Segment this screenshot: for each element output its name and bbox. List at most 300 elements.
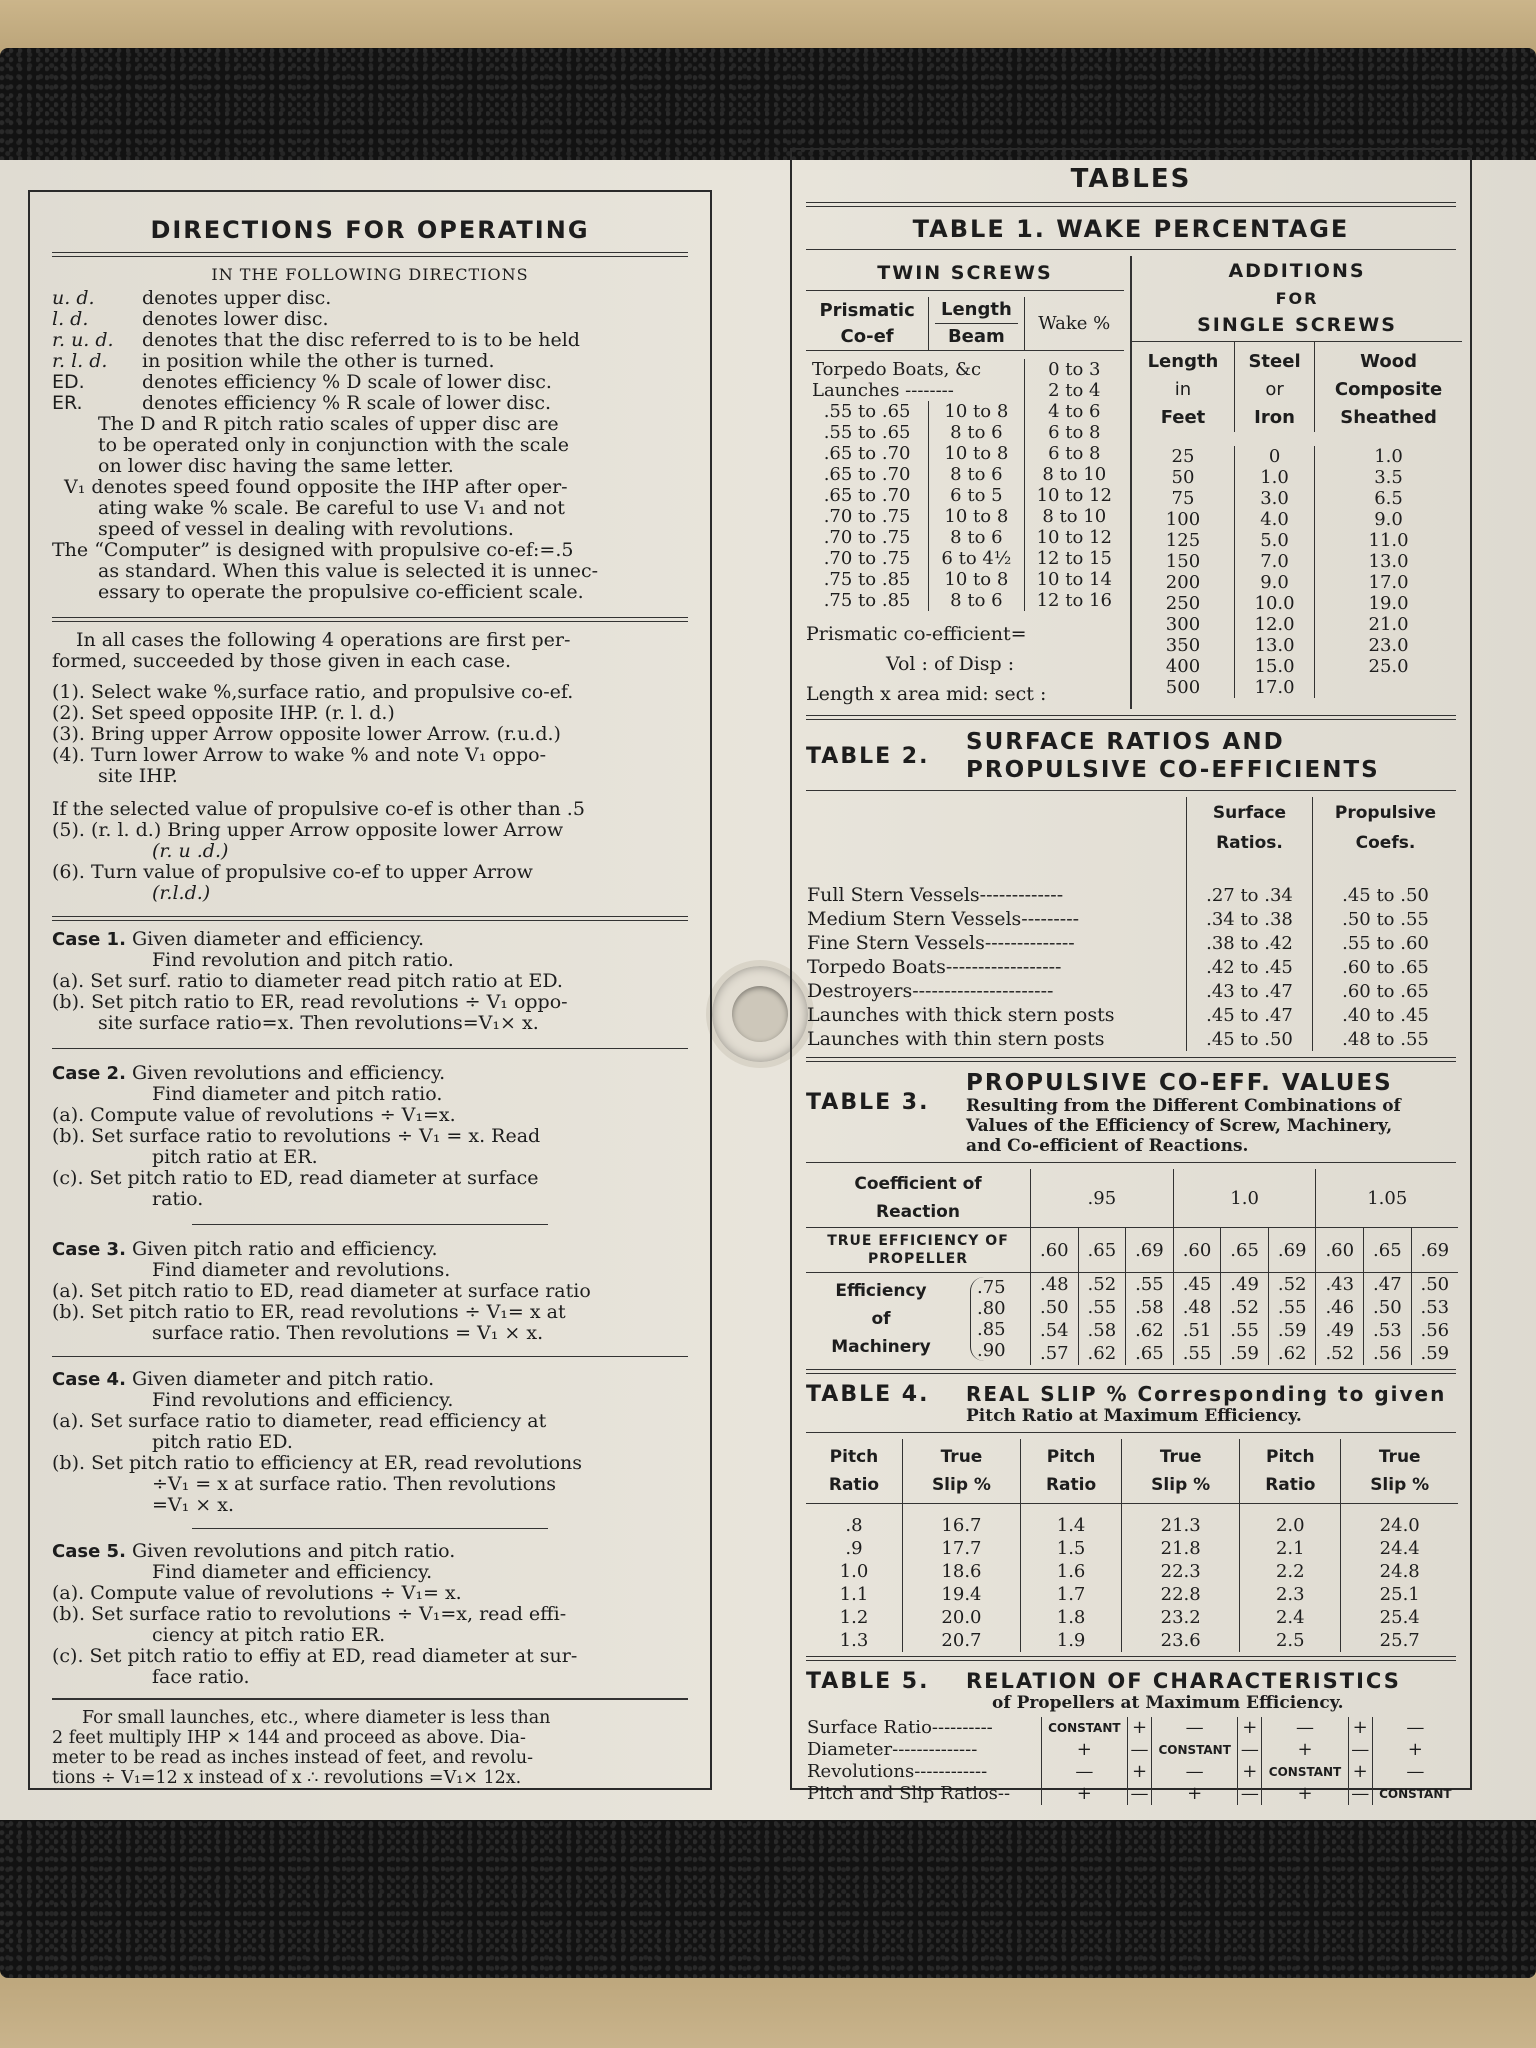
vessel-type-text: Medium Stern Vessels [807,908,1022,930]
case-block [52,929,688,1034]
cell-wood: 6.5 [1315,488,1462,509]
grid-cell: .55 [1221,1319,1269,1342]
case-line: Find diameter and efficiency. [152,1561,433,1583]
cell-length-beam: 8 to 6 [929,527,1024,548]
additions-line: SINGLE SCREWS [1197,314,1397,336]
table-row [1132,530,1462,551]
table-row [806,1739,1458,1761]
case-line: Find revolutions and efficiency. [152,1389,454,1411]
cell-prismatic: .70 to .75 [823,506,911,527]
cell: 20.0 [902,1606,1020,1629]
relation-cell: — [1262,1717,1348,1739]
cell: 1.0 [839,1561,869,1582]
col-line: Ratios. [1216,833,1283,853]
col-pitch-ratio [1020,1439,1121,1504]
table-row [806,1273,1458,1297]
grid-cell: .50 [1411,1273,1458,1297]
cell: 1.4 [1020,1514,1121,1537]
col-length-feet [1132,342,1234,433]
table3-subtitle [966,1096,1401,1156]
case-line: (a). Set pitch ratio to ED, read diameter at surface ratio [52,1280,591,1302]
table-row [806,931,1458,955]
table-row [806,1003,1458,1027]
table2-label: TABLE 2. [806,743,930,769]
cell: 24.8 [1341,1560,1458,1583]
cell-steel: 15.0 [1234,656,1314,677]
cell: 21.3 [1122,1514,1240,1537]
coef-reaction-label [806,1169,1031,1228]
case-block [52,1369,688,1516]
relation-cell: CONSTANT [1262,1761,1348,1783]
cell: 17.7 [902,1537,1020,1560]
cell: 24.0 [1341,1514,1458,1537]
table1-additions [1130,256,1462,709]
cell: 20.7 [902,1629,1020,1652]
table-row [1132,467,1462,488]
definition-value: denotes efficiency % R scale of lower disc. [142,392,552,414]
vessel-type: Fine Stern Vessels-------------- [807,932,1075,954]
case-block [52,1239,688,1344]
definition-key: r. u. d. [52,329,114,351]
col-line: Composite [1334,379,1443,400]
col-line: Coefs. [1355,833,1416,853]
case-line: surface ratio. Then revolutions = V₁ × x. [152,1322,544,1344]
relation-cell: — [1128,1739,1152,1761]
table2-title-line: SURFACE RATIOS AND [966,729,1285,755]
footnote-box [52,1698,688,1788]
grid-cell: .53 [1364,1319,1412,1342]
cell: 18.6 [902,1560,1020,1583]
grid-cell: .58 [1126,1296,1174,1319]
case-line: Given diameter and pitch ratio. [131,1368,435,1390]
cell: 1.2 [839,1607,869,1628]
col-wake: Wake % [1024,297,1124,351]
case-line: (b). Set surface ratio to revolutions ÷ V₁=x, read effi- [52,1603,567,1625]
cell-length-beam: 10 to 8 [929,506,1024,527]
case-heading: Case 5. [52,1541,126,1562]
prop-value: .69 [1268,1228,1316,1273]
case-line: Given revolutions and efficiency. [131,1062,446,1084]
col-length-beam [929,297,1024,351]
cell-wood: 21.0 [1315,614,1462,635]
cell: 22.8 [1122,1583,1240,1606]
grid-cell: .55 [1268,1296,1316,1319]
grid-cell: .57 [1031,1342,1079,1365]
cell-length: 300 [1165,614,1201,635]
grid-cell: .43 [1316,1273,1364,1297]
definition-note: on lower disc having the same letter. [98,455,454,477]
grid-cell: .51 [1173,1319,1221,1342]
col-line: Surface [1212,803,1287,823]
relation-cell: + [1262,1783,1348,1805]
operation-step: (3). Bring upper Arrow opposite lower Arrow. (r.u.d.) [52,723,561,745]
efficiency-machinery-label [806,1273,1031,1366]
cell-prismatic: .75 to .85 [823,569,911,590]
cell-wake: 8 to 10 [1024,506,1124,527]
cell-length: 350 [1165,635,1201,656]
case-line: (c). Set pitch ratio to effiy at ED, read diameter at sur- [52,1645,578,1667]
prop-value: .60 [1173,1228,1221,1273]
cell-prismatic: .70 to .75 [823,548,911,569]
pivot-hole-inner [732,986,788,1042]
definition-row [52,393,688,414]
table-row [806,1783,1458,1805]
col-line: of [871,1309,891,1329]
case-line: ciency at pitch ratio ER. [152,1624,386,1646]
col-line: Propulsive [1334,803,1437,823]
cell-surface: .45 to .50 [1187,1027,1313,1051]
computer-note: The “Computer” is designed with propulsive co-ef:=.5 [52,539,574,561]
table1-title: TABLE 1. WAKE PERCENTAGE [912,215,1350,243]
footnote-line: tions ÷ V₁=12 x instead of x ∴ revolutions =V₁× 12x. [52,1768,522,1788]
prop-value: .60 [1031,1228,1079,1273]
cell-prismatic: .75 to .85 [823,590,911,611]
table-row [1132,551,1462,572]
cell-surface: .34 to .38 [1187,907,1313,931]
case-line: (a). Set surf. ratio to diameter read pitch ratio at ED. [52,970,563,992]
col-line: True [940,1447,983,1467]
col-line: True [1159,1447,1202,1467]
cell: 23.6 [1122,1629,1240,1652]
operation-step: (5). (r. l. d.) Bring upper Arrow opposite lower Arrow [52,819,564,841]
col-line: Ratio [1045,1475,1097,1495]
table5 [806,1717,1458,1805]
cell-wake: 6 to 8 [1024,443,1124,464]
table3-header [806,1070,1456,1156]
relation-cell: + [1348,1717,1372,1739]
torpedo-wake: 0 to 3 [1024,359,1124,380]
machinery-value: .85 [977,1319,1006,1340]
relation-cell: CONSTANT [1152,1739,1238,1761]
cell-propulsive: .45 to .50 [1312,883,1458,907]
cell-steel: 1.0 [1234,467,1314,488]
table-row [806,955,1458,979]
table-row [806,1606,1458,1629]
launches-label: Launches -------- [812,380,954,401]
table-row [806,1514,1458,1537]
computer-note: as standard. When this value is selected it is unnec- [98,560,599,582]
directions-panel [28,190,712,1790]
cell: 25.4 [1341,1606,1458,1629]
cell: 21.8 [1122,1537,1240,1560]
cell-wood: 11.0 [1315,530,1462,551]
vessel-type-text: Full Stern Vessels [807,884,980,906]
col-pitch-ratio [806,1439,902,1504]
col-line: Reaction [876,1202,960,1222]
cell-steel: 17.0 [1234,677,1314,698]
additions-table [1132,341,1462,698]
directions-intro: IN THE FOLLOWING DIRECTIONS [211,265,529,284]
cell: .9 [845,1538,863,1559]
grid-cell: .54 [1031,1319,1079,1342]
cell-wake: 10 to 14 [1024,569,1124,590]
operation-step: (1). Select wake %,surface ratio, and propulsive co-ef. [52,681,574,703]
title-rule [52,252,688,257]
vessel-type: Launches with thin stern posts [807,1028,1105,1050]
col-line: Pitch [1266,1447,1315,1467]
vessel-type: Torpedo Boats------------------ [807,956,1062,978]
grid-cell: .59 [1221,1342,1269,1365]
grid-cell: .47 [1364,1273,1412,1297]
cell: 2.3 [1240,1583,1341,1606]
table-row [806,1560,1458,1583]
cell-length-beam: 8 to 6 [929,422,1024,443]
case-line: Find diameter and pitch ratio. [152,1083,443,1105]
char-name: Surface Ratio---------- [807,1717,993,1738]
cell: 1.9 [1020,1629,1121,1652]
cell-prismatic: .55 to .65 [823,422,911,443]
spacer [1132,432,1462,446]
case-line: Given pitch ratio and efficiency. [131,1238,438,1260]
definition-value: denotes upper disc. [142,287,332,309]
cell: 25.1 [1341,1583,1458,1606]
table-row [1132,656,1462,677]
definition-row [52,351,688,372]
definition-row [52,288,688,309]
prop-value: .65 [1364,1228,1412,1273]
cell-wake: 12 to 15 [1024,548,1124,569]
grid-cell: .48 [1031,1273,1079,1297]
grid-cell: .50 [1031,1296,1079,1319]
footnote-line: meter to be read as inches instead of feet, and revolu- [52,1748,534,1768]
cell-wake: 12 to 16 [1024,590,1124,611]
cell-propulsive: .60 to .65 [1312,955,1458,979]
cell: 2.1 [1240,1537,1341,1560]
if-selected-text: If the selected value of propulsive co-ef is other than .5 [52,798,585,820]
char-name-text: Pitch and Slip Ratios [807,1783,998,1804]
twin-header-rule [806,351,1124,360]
cell-wake: 4 to 6 [1024,401,1124,422]
definition-key: l. d. [52,308,89,330]
case-heading: Case 1. [52,929,126,950]
col-line: Pitch [829,1447,879,1467]
case-line: face ratio. [152,1666,250,1688]
grid-cell: .52 [1221,1296,1269,1319]
grid-cell: .65 [1126,1342,1174,1365]
grid-cell: .56 [1411,1319,1458,1342]
vessel-type: Launches with thick stern posts [807,1004,1115,1026]
table-row [1132,593,1462,614]
cell-wood: 19.0 [1315,593,1462,614]
section-rule [52,617,688,622]
char-name: Revolutions------------ [807,1761,988,1782]
relation-cell: CONSTANT [1372,1783,1458,1805]
grid-cell: .59 [1268,1319,1316,1342]
table1-rule [806,249,1456,250]
cell: 1.5 [1020,1537,1121,1560]
col-line: or [1265,379,1284,400]
cell-steel: 3.0 [1234,488,1314,509]
col-line: Iron [1254,407,1295,428]
vessel-type: Full Stern Vessels------------- [807,884,1064,906]
additions-heading [1132,258,1462,339]
col-length-label: Length [935,297,1017,324]
case-line: ratio. [152,1188,204,1210]
case-block [52,1541,688,1688]
cell: 1.8 [1020,1606,1121,1629]
col-true-slip [902,1439,1020,1504]
coef-value: .95 [1031,1169,1174,1228]
col-line: in [1174,379,1192,400]
cell-wood: 3.5 [1315,467,1462,488]
col-line: Efficiency [835,1281,927,1301]
relation-cell: + [1128,1717,1152,1739]
grid-cell: .49 [1316,1319,1364,1342]
col-pitch-ratio [1240,1439,1341,1504]
col-steel-iron [1234,342,1314,433]
cell-length-beam: 10 to 8 [929,401,1024,422]
cell-propulsive: .60 to .65 [1312,979,1458,1003]
table1 [806,256,1456,709]
cell: 1.6 [1020,1560,1121,1583]
grid-cell: .48 [1173,1296,1221,1319]
case-line: (a). Compute value of revolutions ÷ V₁=x. [52,1104,456,1126]
relation-cell: — [1238,1739,1262,1761]
col-line: Coefficient of [854,1174,982,1194]
cell-length: 150 [1165,551,1201,572]
cell-wood: 23.0 [1315,635,1462,656]
cell-length: 50 [1171,467,1195,488]
cell-wood: 9.0 [1315,509,1462,530]
table-row [1132,614,1462,635]
table-row [806,883,1458,907]
prop-value: .60 [1316,1228,1364,1273]
table1-bottom-rule [806,715,1456,720]
col-line: Pitch [1046,1447,1096,1467]
cell-length: 400 [1165,656,1201,677]
all-cases-section [52,630,688,904]
machinery-value: .90 [977,1340,1006,1361]
table-row [1132,635,1462,656]
table-row [1132,572,1462,593]
table-row [806,548,1124,569]
relation-cell: + [1152,1783,1238,1805]
col-line: PROPELLER [868,1251,968,1267]
computer-note: essary to operate the propulsive co-efficient scale. [98,581,584,603]
char-name-text: Revolutions [807,1761,915,1782]
col-line: Ratio [1265,1475,1316,1495]
case-line: site surface ratio=x. Then revolutions=V₁× x. [98,1012,539,1034]
case-line: Find revolution and pitch ratio. [152,949,454,971]
grid-cell: .55 [1126,1273,1174,1297]
grid-cell: .62 [1268,1342,1316,1365]
cell: 19.4 [902,1583,1020,1606]
table5-title-text: RELATION OF CHARACTERISTICS [966,1669,1401,1693]
grid-cell: .62 [1126,1319,1174,1342]
definition-key: ED. [52,371,85,393]
cell-prismatic: .70 to .75 [823,527,911,548]
table-row [1132,509,1462,530]
definition-value: denotes that the disc referred to is to be held [142,329,580,351]
table3-sub-line: and Co-efficient of Reactions. [966,1136,1249,1156]
vessel-type: Destroyers---------------------- [807,980,1054,1002]
cell: 2.0 [1240,1514,1341,1537]
cell-wood [1315,677,1462,698]
cell: 1.1 [839,1584,869,1605]
grid-cell: .58 [1078,1319,1126,1342]
twin-screws-heading: TWIN SCREWS [877,262,1053,284]
case-line: ÷V₁ = x at surface ratio. Then revolutions [152,1473,557,1495]
char-name-text: Diameter [807,1739,893,1760]
definition-key: u. d. [52,287,95,309]
prop-value: .65 [1078,1228,1126,1273]
grid-cell: .55 [1173,1342,1221,1365]
table3-title [966,1070,1401,1156]
cell-length: 200 [1165,572,1201,593]
table2 [806,797,1458,1051]
relation-cell: — [1152,1761,1238,1783]
table2-header [806,728,1456,784]
case-line: (c). Set pitch ratio to ED, read diameter at surface [52,1167,539,1189]
table2-title-line: PROPULSIVE CO-EFFICIENTS [966,757,1380,783]
cell: 2.2 [1240,1560,1341,1583]
cell: 1.3 [839,1630,869,1651]
cell-surface: .38 to .42 [1187,931,1313,955]
table2-rule [806,790,1456,791]
cell: 23.2 [1122,1606,1240,1629]
cell-surface: .43 to .47 [1187,979,1313,1003]
grid-cell: .52 [1078,1273,1126,1297]
relation-cell: + [1372,1739,1458,1761]
case-rule [192,1224,548,1225]
col-surface-ratios [1187,797,1313,859]
cell-steel: 12.0 [1234,614,1314,635]
all-cases-text: formed, succeeded by those given in each case. [52,650,512,672]
table-row [806,506,1124,527]
relation-cell: + [1041,1783,1127,1805]
vessel-type: Medium Stern Vessels--------- [807,908,1080,930]
vessel-type-text: Fine Stern Vessels [807,932,985,954]
case-line: (b). Set surface ratio to revolutions ÷ V₁ = x. Read [52,1125,541,1147]
cell-wake: 6 to 8 [1024,422,1124,443]
cell-wood: 13.0 [1315,551,1462,572]
cell-length-beam: 8 to 6 [929,464,1024,485]
grid-cell: .49 [1221,1273,1269,1297]
operation-step: (2). Set speed opposite IHP. (r. l. d.) [52,702,395,724]
definition-value: in position while the other is turned. [142,350,495,372]
cell-propulsive: .48 to .55 [1312,1027,1458,1051]
relation-cell: + [1348,1761,1372,1783]
cell-prismatic: .55 to .65 [823,401,911,422]
col-line: TRUE EFFICIENCY OF [827,1233,1009,1249]
cell-length-beam: 10 to 8 [929,443,1024,464]
table-row [806,401,1124,422]
vessel-type-text: Torpedo Boats [807,956,946,978]
formula-line: Vol : of Disp : [886,653,1015,675]
table-row [806,1629,1458,1652]
all-cases-text: In all cases the following 4 operations are first per- [76,629,571,651]
cell: 16.7 [902,1514,1020,1537]
col-line: Sheathed [1340,407,1437,428]
table-row [806,464,1124,485]
case-heading: Case 2. [52,1063,126,1084]
cell-length-beam: 6 to 5 [929,485,1024,506]
prop-value: .69 [1411,1228,1458,1273]
table-row [806,907,1458,931]
table3-title-text: PROPULSIVE CO-EFF. VALUES [966,1070,1393,1096]
definition-row [52,309,688,330]
table-row [806,1761,1458,1783]
col-coef-label: Co-ef [840,325,894,347]
table4-label: TABLE 4. [806,1382,930,1407]
definition-value: denotes efficiency % D scale of lower disc. [142,371,552,393]
relation-cell: + [1238,1761,1262,1783]
case-rule [52,1356,688,1357]
case-line: pitch ratio at ER. [152,1146,318,1168]
col-prismatic-label: Prismatic [819,299,915,321]
case-rule [52,1048,688,1049]
table3-bottom-rule [806,1369,1456,1374]
